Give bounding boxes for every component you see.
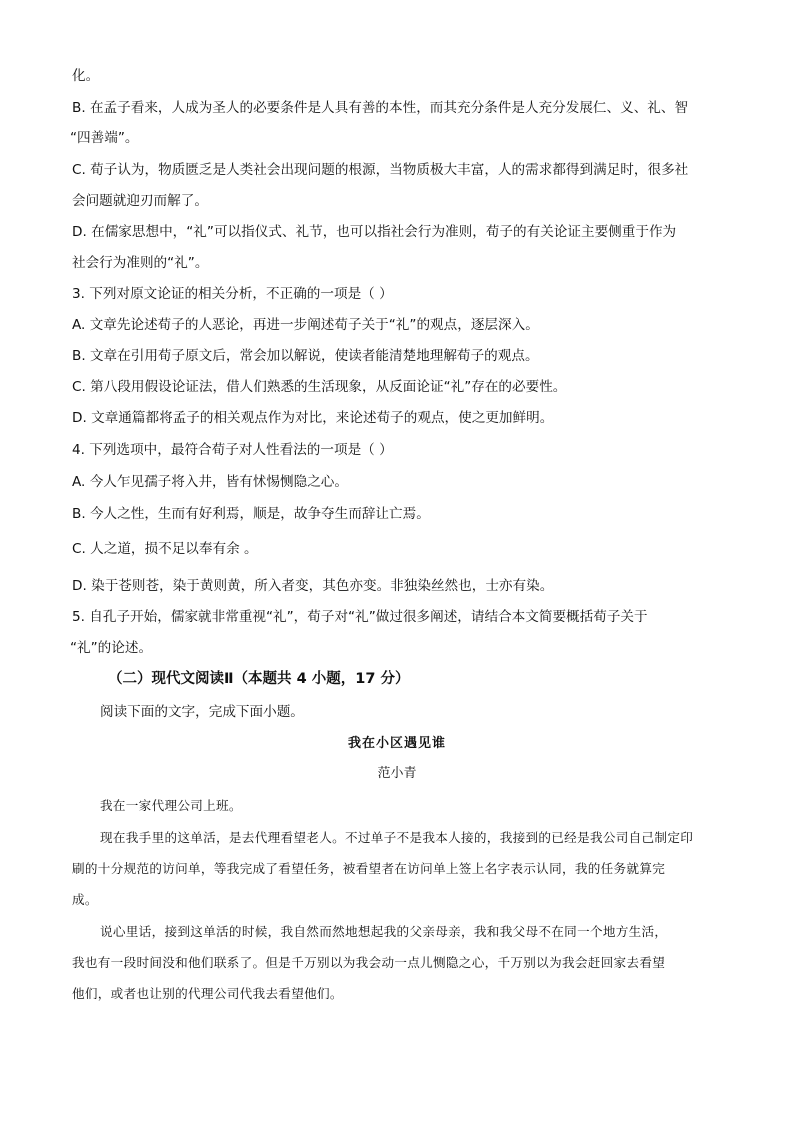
q3-stem: 3. 下列对原文论证的相关分析，不正确的一项是（ ）	[72, 286, 393, 302]
story-paragraph-3-line2: 我也有一段时间没和他们联系了。但是千万别以为我会动一点儿恻隐之心，千万别以为我会赶回家去看望	[72, 955, 666, 970]
story-author: 范小青	[377, 766, 417, 781]
story-paragraph-1: 我在一家代理公司上班。	[100, 798, 242, 813]
q4-option-d: D. 染于苍则苍，染于黄则黄，所入者变，其色亦变。非独染丝然也，士亦有染。	[72, 578, 554, 594]
q2-option-c-line1: C. 荀子认为，物质匮乏是人类社会出现问题的根源，当物质极大丰富，人的需求都得到满足时，很多社	[72, 162, 689, 178]
q2-option-c-line2: 会问题就迎刃而解了。	[72, 193, 208, 209]
q2-option-d-line2: 社会行为准则的“礼”。	[72, 255, 209, 271]
story-paragraph-3-line3: 他们，或者也让别的代理公司代我去看望他们。	[72, 986, 343, 1001]
story-paragraph-2-line3: 成。	[72, 892, 98, 907]
q2-option-d-line1: D. 在儒家思想中，“礼”可以指仪式、礼节，也可以指社会行为准则，荀子的有关论证主要侧重于作为	[72, 224, 677, 240]
q2-option-b-line2: “四善端”。	[70, 130, 139, 146]
story-paragraph-2-line1: 现在我手里的这单活，是去代理看望老人。不过单子不是我本人接的，我接到的已经是我公司自己制定印	[100, 830, 694, 845]
q4-option-a: A. 今人乍见孺子将入井，皆有怵惕恻隐之心。	[72, 474, 348, 490]
q4-stem: 4. 下列选项中，最符合荀子对人性看法的一项是（ ）	[72, 442, 393, 458]
story-paragraph-3-line1: 说心里话，接到这单活的时候，我自然而然地想起我的父亲母亲，我和我父母不在同一个地方生活，	[100, 924, 668, 939]
section-instruction: 阅读下面的文字，完成下面小题。	[100, 704, 304, 720]
story-title: 我在小区遇见谁	[347, 736, 446, 751]
section-heading: （二）现代文阅读Ⅱ（本题共 4 小题，17 分）	[108, 671, 410, 687]
q3-option-b: B. 文章在引用荀子原文后，常会加以解说，使读者能清楚地理解荀子的观点。	[72, 348, 539, 364]
q4-option-c: C. 人之道，损不足以奉有余 。	[72, 541, 258, 557]
q2-option-a-end: 化。	[72, 68, 100, 84]
q5-stem-line2: “礼”的论述。	[70, 640, 153, 656]
q3-option-d: D. 文章通篇都将孟子的相关观点作为对比，来论述荀子的观点，使之更加鲜明。	[72, 410, 554, 426]
q5-stem-line1: 5. 自孔子开始，儒家就非常重视“礼”，荀子对“礼”做过很多阐述，请结合本文简要概括荀子关于	[72, 609, 648, 625]
story-paragraph-2-line2: 刷的十分规范的访问单，等我完成了看望任务，被看望者在访问单上签上名字表示认同，我的任务就算完	[72, 861, 666, 876]
q3-option-c: C. 第八段用假设论证法，借人们熟悉的生活现象，从反面论证“礼”存在的必要性。	[72, 379, 567, 395]
q4-option-b: B. 今人之性，生而有好利焉，顺是，故争夺生而辞让亡焉。	[72, 506, 430, 522]
q2-option-b-line1: B. 在孟子看来，人成为圣人的必要条件是人具有善的本性，而其充分条件是人充分发展仁、义、礼、智	[72, 100, 689, 116]
q3-option-a: A. 文章先论述荀子的人恶论，再进一步阐述荀子关于“礼”的观点，逐层深入。	[72, 317, 539, 333]
